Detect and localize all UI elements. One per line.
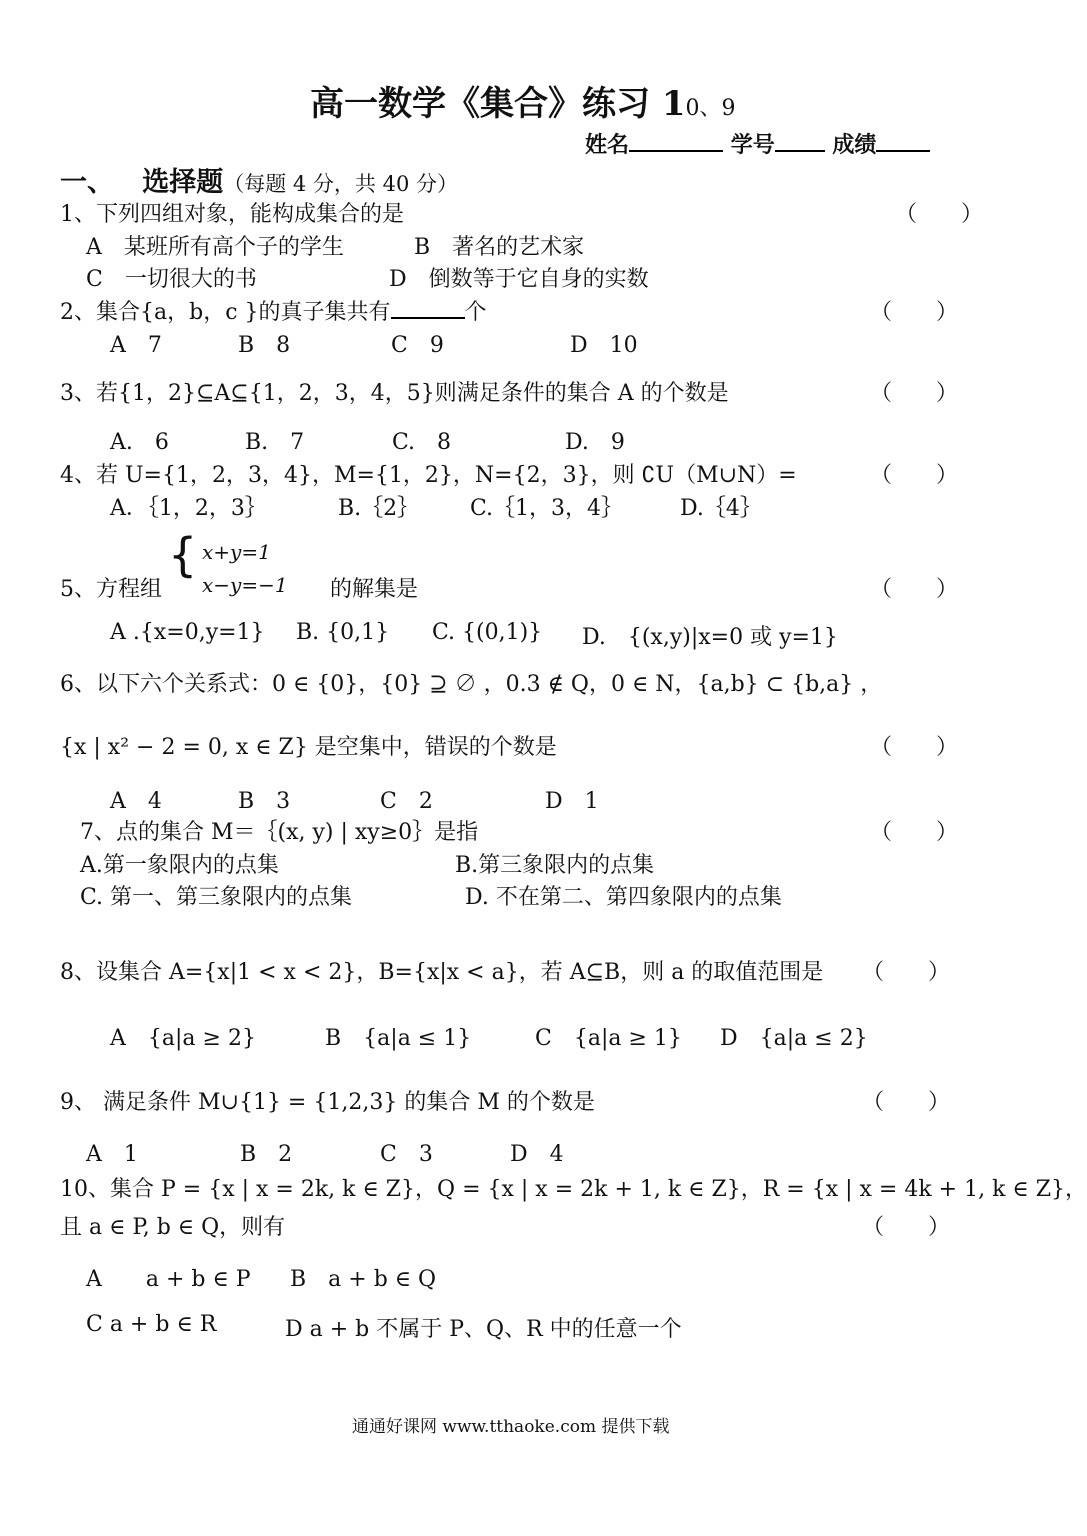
question-9-option-d[interactable]: D 4 [510, 1142, 564, 1167]
question-8-option-a[interactable]: A {a|a ≥ 2} [110, 1026, 256, 1051]
question-6-stem-line2: {x | x² − 2 = 0, x ∈ Z} 是空集中，错误的个数是 [60, 735, 557, 760]
question-2-option-a[interactable]: A 7 [110, 333, 162, 358]
question-10-stem: 10、集合 P = {x | x = 2k, k ∈ Z}，Q = {x | x = 2k + 1, k ∈ Z}，R = {x | x = 4k + 1, k ∈ Z}， [60, 1177, 1087, 1202]
title-sub: 0、9 [685, 96, 736, 121]
title-main: 高一数学《集合》练习 1 [310, 84, 686, 124]
question-3-option-d[interactable]: D. 9 [565, 430, 625, 455]
question-9-stem: 9、 满足条件 M∪{1} = {1,2,3} 的集合 M 的个数是 [60, 1090, 595, 1115]
section-number: 一、 [60, 167, 114, 198]
question-9-option-c[interactable]: C 3 [380, 1142, 433, 1167]
question-1-option-b[interactable]: B 著名的艺术家 [414, 235, 585, 260]
question-5-option-a[interactable]: A .{x=0,y=1} [110, 620, 265, 645]
question-1-option-a[interactable]: A 某班所有高个子的学生 [86, 235, 344, 260]
question-6-answer-paren[interactable]: （ ） [870, 735, 959, 760]
score-blank[interactable] [876, 132, 930, 152]
question-2-stem [60, 295, 487, 326]
question-4-option-c[interactable]: C.｛1，3，4｝ [470, 496, 624, 521]
question-6-option-c[interactable]: C 2 [380, 789, 433, 814]
question-7-stem: 7、点的集合 M＝｛(x, y) | xy≥0｝是指 [80, 820, 479, 845]
question-2-option-d[interactable]: D 10 [570, 333, 638, 358]
question-9-option-a[interactable]: A 1 [86, 1142, 138, 1167]
id-blank[interactable] [775, 132, 825, 152]
question-10-option-a[interactable]: A a + b ∈ P [86, 1267, 251, 1292]
question-5-tail: 的解集是 [330, 577, 419, 602]
system-brace-icon: { [168, 528, 198, 582]
question-4-option-a[interactable]: A．｛1，2，3｝ [110, 496, 267, 521]
question-8-answer-paren[interactable]: （ ） [862, 960, 951, 985]
question-6-option-b[interactable]: B 3 [238, 789, 291, 814]
question-4-stem: 4、若 U={1，2，3，4}，M={1，2}，N={2，3}，则 ∁U（M∪N）= [60, 463, 797, 488]
question-8-option-b[interactable]: B {a|a ≤ 1} [325, 1026, 472, 1051]
question-5-option-d[interactable]: D. {(x,y)|x=0 或 y=1} [582, 625, 838, 650]
question-3-option-a[interactable]: A. 6 [110, 430, 169, 455]
question-10-option-d[interactable]: D a + b 不属于 P、Q、R 中的任意一个 [285, 1317, 682, 1342]
question-8-option-c[interactable]: C {a|a ≥ 1} [535, 1026, 682, 1051]
question-5-option-b[interactable]: B. {0,1} [296, 620, 390, 645]
question-9-option-b[interactable]: B 2 [240, 1142, 293, 1167]
question-2-answer-paren[interactable]: （ ） [870, 300, 959, 325]
question-10-option-b[interactable]: B a + b ∈ Q [290, 1267, 437, 1292]
section-note: （每题 4 分，共 40 分） [223, 172, 458, 196]
question-4-option-d[interactable]: D.｛4｝ [680, 496, 762, 521]
question-3-answer-paren[interactable]: （ ） [870, 381, 959, 406]
question-2-tail: 个 [464, 300, 487, 325]
question-2-option-c[interactable]: C 9 [391, 333, 444, 358]
question-3-option-b[interactable]: B. 7 [245, 430, 305, 455]
question-7-option-a[interactable]: A.第一象限内的点集 [80, 853, 279, 878]
question-7-option-c[interactable]: C. 第一、第三象限内的点集 [80, 885, 353, 910]
question-6-option-d[interactable]: D 1 [545, 789, 599, 814]
student-info [585, 128, 930, 159]
question-1-option-c[interactable]: C 一切很大的书 [86, 267, 257, 292]
question-7-answer-paren[interactable]: （ ） [870, 820, 959, 845]
page-title [310, 76, 736, 125]
footer-credit: 通通好课网 www.tthaoke.com 提供下载 [352, 1417, 670, 1437]
question-7-option-d[interactable]: D. 不在第二、第四象限内的点集 [465, 885, 782, 910]
question-6-stem: 6、以下六个关系式：0 ∈ {0}，{0} ⊇ ∅ ，0.3 ∉ Q，0 ∈ N，{a,b} ⊂ {b,a} ， [60, 672, 883, 697]
name-blank[interactable] [629, 132, 723, 152]
question-2-blank[interactable] [391, 299, 465, 319]
question-5-option-c[interactable]: C. {(0,1)} [432, 620, 543, 645]
section-header [60, 160, 458, 199]
id-label: 学号 [730, 132, 775, 158]
question-4-option-b[interactable]: B.｛2｝ [338, 496, 420, 521]
question-5-stem: 5、方程组 [60, 577, 162, 602]
question-4-answer-paren[interactable]: （ ） [870, 463, 959, 488]
question-7-option-b[interactable]: B.第三象限内的点集 [455, 853, 655, 878]
question-3-stem: 3、若{1，2}⊆A⊆{1，2，3，4，5}则满足条件的集合 A 的个数是 [60, 381, 729, 406]
question-5-answer-paren[interactable]: （ ） [870, 577, 959, 602]
name-label: 姓名 [585, 132, 630, 158]
question-9-answer-paren[interactable]: （ ） [862, 1090, 951, 1115]
question-1-option-d[interactable]: D 倒数等于它自身的实数 [389, 267, 649, 292]
question-10-option-c[interactable]: C a + b ∈ R [86, 1312, 217, 1337]
question-8-option-d[interactable]: D {a|a ≤ 2} [720, 1026, 868, 1051]
score-label: 成绩 [832, 132, 877, 158]
section-name: 选择题 [142, 167, 224, 198]
question-1-answer-paren[interactable]: （ ） [895, 202, 984, 227]
question-6-option-a[interactable]: A 4 [110, 789, 162, 814]
question-5-equation-2: x−y=−1 [202, 573, 288, 597]
question-1-stem: 1、下列四组对象，能构成集合的是 [60, 202, 404, 227]
question-5-equation-1: x+y=1 [202, 540, 271, 564]
question-10-stem-line2: 且 a ∈ P, b ∈ Q，则有 [60, 1215, 286, 1240]
question-2-option-b[interactable]: B 8 [238, 333, 291, 358]
question-2-text: 2、集合{a，b，c }的真子集共有 [60, 300, 391, 325]
question-10-answer-paren[interactable]: （ ） [862, 1215, 951, 1240]
question-3-option-c[interactable]: C. 8 [392, 430, 452, 455]
question-8-stem: 8、设集合 A={x|1 < x < 2}，B={x|x < a}，若 A⊆B，则 a 的取值范围是 [60, 960, 824, 985]
